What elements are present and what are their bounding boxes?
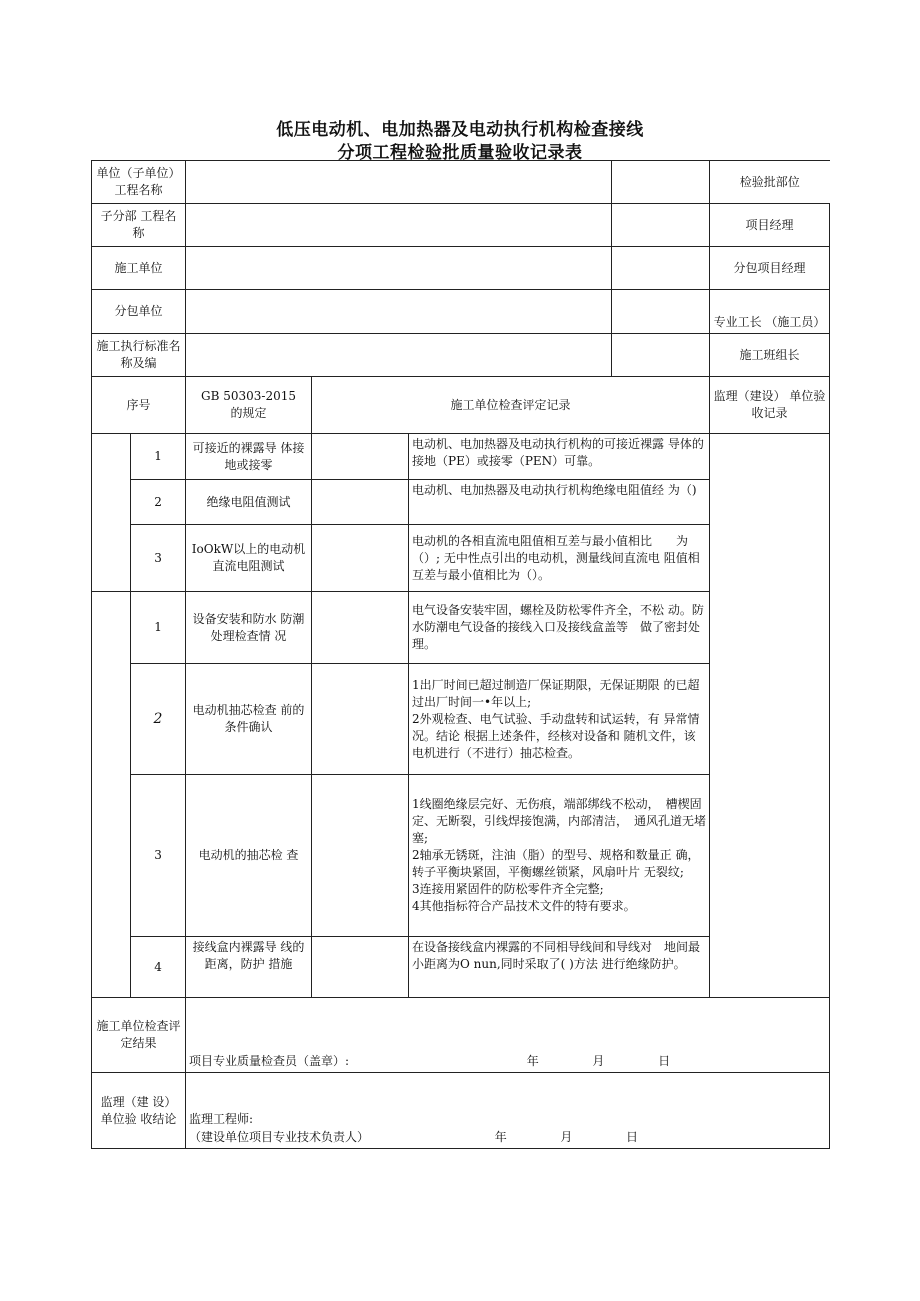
foreman-label: 专业工长 （施工员） — [710, 290, 830, 334]
quality-inspector-label: 项目专业质量检查员（盖章）: — [189, 1054, 350, 1068]
item-number: 2 — [131, 480, 186, 525]
record-column-header: 施工单位检查评定记录 — [312, 377, 710, 434]
contractor-value[interactable] — [186, 247, 710, 290]
item-record: 1出厂时间已超过制造厂保证期限，无保证期限 的已超过出厂时间一•年以上; 2外观检查、电气试验、手动盘转和试运转，有 异常情况。结论 根据上述条件，经核对设备和 随机文件，该电机进行（不进行）抽芯检查。 — [409, 664, 710, 775]
item-record: 电动机、电加热器及电动执行机构绝缘电阻值经 为（) — [409, 480, 710, 525]
item-record: 电气设备安装牢固，螺栓及防松零件齐全，不松 动。防水防潮电气设备的接线入口及接线盒盖等 做了密封处理。 — [409, 592, 710, 664]
item-name: 电动机的抽芯检 查 — [186, 775, 312, 937]
item-name: 接线盒内裸露导 线的距离，防护 措施 — [186, 937, 312, 998]
supervision-conclusion-label: 监理（建 设）单位验 收结论 — [92, 1073, 186, 1149]
item-value[interactable] — [312, 775, 409, 937]
item-value[interactable] — [312, 937, 409, 998]
supervision-record-cell[interactable] — [710, 434, 830, 998]
supervision-column-header: 监理（建设） 单位验收记录 — [710, 377, 830, 434]
item-name: 电动机抽芯检查 前的条件确认 — [186, 664, 312, 775]
result-month: 月 — [592, 1054, 605, 1068]
main-items-group-cell — [92, 434, 131, 592]
supervision-conclusion-cell[interactable] — [186, 1073, 830, 1149]
subcontractor-label: 分包单位 — [92, 290, 186, 334]
form-title-line2: 分项工程检验批质量验收记录表 — [337, 143, 583, 163]
item-name: 可接近的裸露导 体接地或接零 — [186, 434, 312, 480]
sub-project-manager-label: 分包项目经理 — [710, 247, 830, 290]
supervision-engineer-label: 监理工程师: — [189, 1112, 254, 1126]
subdivision-name-label: 子分部 工程名称 — [92, 204, 186, 247]
general-items-group-cell — [92, 592, 131, 998]
item-value[interactable] — [312, 434, 409, 480]
batch-part-label: 检验批部位 — [710, 161, 830, 204]
item-value[interactable] — [312, 592, 409, 664]
item-name: 设备安装和防水 防潮处理检查情 况 — [186, 592, 312, 664]
item-number: 1 — [131, 592, 186, 664]
item-name: 绝缘电阻值测试 — [186, 480, 312, 525]
unit-name-value[interactable] — [186, 161, 710, 204]
item-number: 2 — [131, 664, 186, 775]
item-record: 电动机、电加热器及电动执行机构的可接近裸露 导体的接地（PE）或接零（PEN）可靠。 — [409, 434, 710, 480]
item-value[interactable] — [312, 480, 409, 525]
project-manager-label: 项目经理 — [710, 204, 830, 247]
table-row — [92, 434, 830, 480]
contractor-result-label: 施工单位检查评定结果 — [92, 998, 186, 1073]
standard-value[interactable] — [186, 334, 710, 377]
item-value[interactable] — [312, 525, 409, 592]
contractor-label: 施工单位 — [92, 247, 186, 290]
inspection-form-table — [91, 160, 830, 1149]
item-name: IoOkW以上的电动机直流电阻测试 — [186, 525, 312, 592]
item-number: 3 — [131, 775, 186, 937]
item-number: 3 — [131, 525, 186, 592]
conclusion-year: 年 — [494, 1130, 507, 1144]
team-leader-label: 施工班组长 — [710, 334, 830, 377]
subcontractor-value[interactable] — [186, 290, 710, 334]
conclusion-day: 日 — [626, 1130, 639, 1144]
subdivision-name-value[interactable] — [186, 204, 710, 247]
item-number: 1 — [131, 434, 186, 480]
unit-name-label: 单位（子单位）工程名称 — [92, 161, 186, 204]
item-record: 在设备接线盒内裸露的不同相导线间和导线对 地间最小距离为O nun,同时采取了( )方法 进行绝缘防护。 — [409, 937, 710, 998]
item-record: 电动机的各相直流电阻值相互差与最小值相比 为（）; 无中性点引出的电动机，测量线间直流电 阻值相互差与最小值相比为（）。 — [409, 525, 710, 592]
form-title-line1: 低压电动机、电加热器及电动执行机构检查接线 — [276, 120, 644, 140]
item-number: 4 — [131, 937, 186, 998]
seq-column-header: 序号 — [92, 377, 186, 434]
owner-tech-lead-label: （建设单位项目专业技术负责人） — [189, 1130, 370, 1144]
result-year: 年 — [526, 1054, 539, 1068]
contractor-result-cell[interactable] — [186, 998, 830, 1073]
item-value[interactable] — [312, 664, 409, 775]
spec-column-header: GB 50303-2015 的规定 — [186, 377, 312, 434]
standard-label: 施工执行标准名称及编 — [92, 334, 186, 377]
conclusion-month: 月 — [560, 1130, 573, 1144]
result-day: 日 — [658, 1054, 671, 1068]
item-record: 1线圈绝缘层完好、无伤痕，端部绑线不松动， 槽楔固定、无断裂，引线焊接饱满，内部清洁， 通风孔道无堵塞; 2轴承无锈斑，注油（脂）的型号、规格和数量正 确，转子平衡块紧固，平衡螺丝锁紧，风扇叶片 无裂纹; 3连接用紧固件的防松零件齐全完整; 4其他指标符合产品技术文件的特有要求。 — [409, 775, 710, 937]
